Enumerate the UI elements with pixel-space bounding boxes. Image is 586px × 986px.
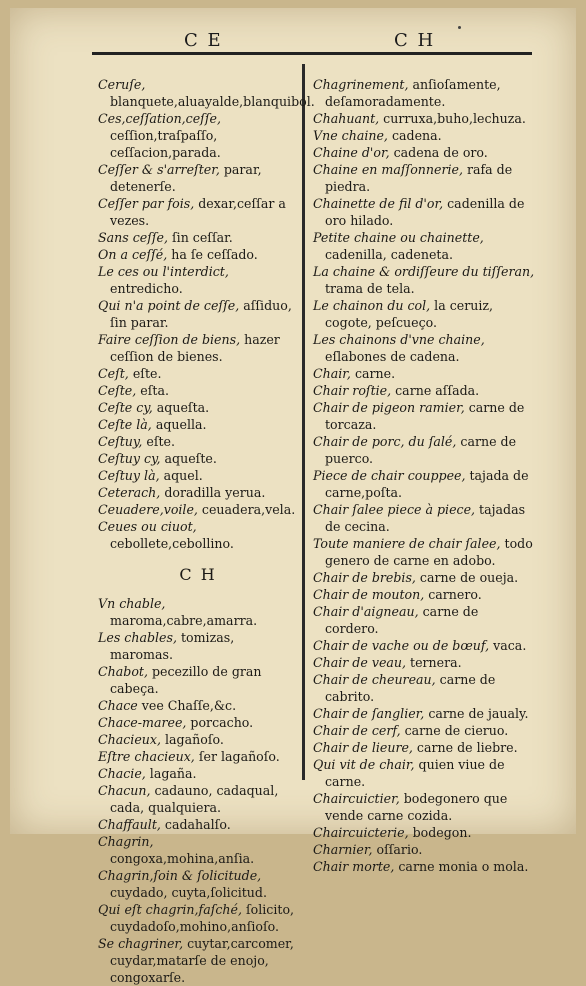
entry-translation: ceſſion,traſpaſſo, ceſſacion,parada.: [110, 128, 221, 160]
entry-headword: Chair de ſanglier,: [313, 706, 425, 721]
entry-headword: Chacie,: [98, 766, 146, 781]
dictionary-entry: [98, 263, 298, 297]
dictionary-entry: [98, 229, 298, 246]
entry-headword: Chair de porc, du ſalé,: [313, 434, 457, 449]
dictionary-entry: [98, 748, 298, 765]
dictionary-entry: [98, 365, 298, 382]
entry-translation: ternera.: [406, 655, 462, 670]
entry-headword: Chair d'aigneau,: [313, 604, 419, 619]
entry-headword: Ceſt,: [98, 366, 129, 381]
entry-headword: Chagrin,: [98, 834, 154, 849]
dictionary-entry: [313, 586, 535, 603]
dictionary-entry: [313, 161, 535, 195]
entry-translation: eſta.: [136, 383, 169, 398]
entry-headword: Petite chaine ou chainette,: [313, 230, 484, 245]
entry-headword: Ceues ou ciuot,: [98, 519, 197, 534]
entry-translation: cebollete,cebollino.: [110, 536, 234, 551]
entry-translation: cuydado, cuyta,ſolicitud.: [110, 885, 267, 900]
dictionary-entry: [98, 595, 298, 629]
dictionary-entry: [98, 629, 298, 663]
dictionary-entry: [313, 263, 535, 297]
entry-translation: tomizas, maromas.: [110, 630, 235, 662]
dictionary-entry: [98, 161, 298, 195]
entry-translation: carne de jaualy.: [424, 706, 529, 721]
dictionary-entry: [98, 467, 298, 484]
dictionary-entry: [313, 229, 535, 263]
entry-translation: lagañoſo.: [161, 732, 224, 747]
right-column: [313, 76, 535, 875]
dictionary-entry: [98, 382, 298, 399]
dictionary-entry: [98, 450, 298, 467]
dictionary-entry: [98, 714, 298, 731]
entry-translation: rafa de piedra.: [325, 162, 513, 194]
entry-headword: Piece de chair couppee,: [313, 468, 466, 483]
entry-translation: quien viue de carne.: [325, 757, 505, 789]
header-rule: [92, 52, 532, 55]
entry-headword: Ceſte cy,: [98, 400, 153, 415]
entry-translation: carne de oueja.: [415, 570, 519, 585]
entry-translation: hazer ceſſion de bienes.: [110, 332, 280, 364]
dictionary-entry: [313, 382, 535, 399]
entry-headword: Ceſſer & s'arreſter,: [98, 162, 220, 177]
dictionary-entry: [98, 297, 298, 331]
dictionary-entry: [98, 399, 298, 416]
section-title: C H: [179, 565, 217, 584]
entry-headword: Les chainons d'vne chaine,: [313, 332, 485, 347]
entry-translation: cadena.: [387, 128, 442, 143]
dictionary-entry: [313, 739, 535, 756]
entry-translation: carnero.: [424, 587, 482, 602]
entry-headword: Ceſte,: [98, 383, 137, 398]
entry-headword: Chainette de fil d'or,: [313, 196, 444, 211]
entry-translation: lagaña.: [145, 766, 197, 781]
entry-headword: Le ces ou l'interdict,: [98, 264, 229, 279]
entry-headword: Ceuadere,voile,: [98, 502, 198, 517]
entry-headword: La chaine & ordiſſeure du tiſſeran,: [313, 264, 535, 279]
entry-headword: Eſtre chacieux,: [98, 749, 195, 764]
dictionary-entry: [98, 816, 298, 833]
entry-headword: Chacun,: [98, 783, 151, 798]
dictionary-entry: [313, 705, 535, 722]
dictionary-entry: [313, 501, 535, 535]
entry-translation: carne de puerco.: [325, 434, 517, 466]
entry-headword: Chahuant,: [313, 111, 380, 126]
entry-translation: blanquete,aluayalde,blanquibol.: [110, 94, 315, 109]
entry-headword: Chair de mouton,: [313, 587, 425, 602]
entry-headword: Chair roſtie,: [313, 383, 392, 398]
ink-speck: [458, 26, 461, 29]
entry-translation: eſte.: [142, 434, 176, 449]
dictionary-entry: [313, 297, 535, 331]
entry-translation: pecezillo de gran cabeça.: [110, 664, 262, 696]
entry-translation: curruxa,buho,lechuza.: [379, 111, 526, 126]
dictionary-entry: [98, 697, 298, 714]
entry-translation: entredicho.: [110, 281, 183, 296]
entry-translation: ceuadera,vela.: [197, 502, 296, 517]
entry-headword: Sans ceſſe,: [98, 230, 168, 245]
dictionary-entry: [313, 824, 535, 841]
dictionary-entry: [98, 76, 315, 110]
entry-translation: eſlabones de cadena.: [325, 349, 460, 364]
entry-headword: Ceſtuy là,: [98, 468, 160, 483]
entry-translation: cuytar,carcomer, cuydar,matarſe de enojo, congoxarſe.: [110, 936, 294, 985]
entry-translation: ſolicito, cuydadoſo,mohino,anſioſo.: [110, 902, 295, 934]
entry-headword: Toute maniere de chair ſalee,: [313, 536, 501, 551]
dictionary-entry: [98, 901, 298, 935]
dictionary-entry: [313, 841, 535, 858]
dictionary-entry: [98, 484, 298, 501]
entry-translation: congoxa,mohina,anſia.: [110, 851, 255, 866]
entry-headword: Chair de cheureau,: [313, 672, 436, 687]
entry-headword: Chaine en maſſonnerie,: [313, 162, 463, 177]
dictionary-entry: [98, 331, 298, 365]
entry-translation: carne de liebre.: [412, 740, 518, 755]
dictionary-entry: [313, 467, 535, 501]
entry-translation: trama de tela.: [325, 281, 415, 296]
entry-translation: carne de torcaza.: [325, 400, 525, 432]
entry-headword: Chaine d'or,: [313, 145, 390, 160]
right-column-header: C H: [394, 30, 436, 51]
entry-translation: carne monia o mola.: [394, 859, 529, 874]
entry-headword: Chair de cerf,: [313, 723, 401, 738]
left-entries-ch: [98, 595, 298, 986]
entry-headword: Chaircuicterie,: [313, 825, 409, 840]
entry-headword: Qui eſt chagrin,faſché,: [98, 902, 242, 917]
entry-headword: Chair de veau,: [313, 655, 407, 670]
entry-translation: eſte.: [128, 366, 162, 381]
dictionary-entry: [98, 731, 298, 748]
entry-headword: Le chainon du col,: [313, 298, 431, 313]
dictionary-entry: [313, 331, 535, 365]
right-entries-ch: [313, 76, 535, 875]
entry-translation: carne de cieruo.: [400, 723, 509, 738]
dictionary-entry: [98, 518, 298, 552]
entry-translation: tajadas de cecina.: [325, 502, 526, 534]
entry-translation: vaca.: [489, 638, 527, 653]
dictionary-entry: [98, 765, 298, 782]
entry-translation: cadenilla de oro hilado.: [325, 196, 525, 228]
left-column-header: C E: [184, 30, 223, 51]
entry-translation: dexar,ceſſar a vezes.: [110, 196, 286, 228]
entry-headword: Chabot,: [98, 664, 148, 679]
entry-translation: cadauno, cadaqual, cada, qualquiera.: [110, 783, 279, 815]
dictionary-entry: [313, 399, 535, 433]
dictionary-entry: [313, 535, 535, 569]
dictionary-entry: [313, 144, 535, 161]
entry-translation: oſſario.: [372, 842, 423, 857]
dictionary-entry: [98, 782, 298, 816]
entry-headword: Chace: [98, 698, 138, 713]
entry-headword: Ceterach,: [98, 485, 161, 500]
dictionary-entry: [98, 246, 298, 263]
column-divider: [302, 64, 305, 780]
dictionary-entry: [313, 195, 535, 229]
left-entries-ce: [98, 76, 315, 552]
entry-headword: Ceſtuy cy,: [98, 451, 161, 466]
entry-translation: ha ſe ceſſado.: [167, 247, 258, 262]
entry-headword: Qui vit de chair,: [313, 757, 415, 772]
dictionary-page: [10, 8, 576, 985]
dictionary-entry: [313, 76, 535, 110]
entry-headword: Ces,ceſſation,ceſſe,: [98, 111, 221, 126]
dictionary-entry: [313, 858, 535, 875]
dictionary-entry: [98, 833, 298, 867]
entry-headword: Les chables,: [98, 630, 177, 645]
dictionary-entry: [98, 867, 298, 901]
entry-headword: Faire ceſſion de biens,: [98, 332, 241, 347]
entry-headword: On a ceſſé,: [98, 247, 168, 262]
entry-headword: Charnier,: [313, 842, 373, 857]
dictionary-entry: [313, 790, 535, 824]
entry-headword: Chair de pigeon ramier,: [313, 400, 465, 415]
entry-headword: Ceſtuy,: [98, 434, 143, 449]
entry-translation: carne de cordero.: [325, 604, 479, 636]
entry-translation: bodegonero que vende carne cozida.: [325, 791, 508, 823]
entry-headword: Ceruſe,: [98, 77, 146, 92]
entry-headword: Chair ſalee piece à piece,: [313, 502, 476, 517]
entry-translation: vee Chaſſe,&c.: [137, 698, 237, 713]
entry-translation: bodegon.: [408, 825, 472, 840]
left-column: [98, 76, 315, 986]
entry-translation: cadahalſo.: [160, 817, 231, 832]
entry-translation: carne aſſada.: [391, 383, 480, 398]
dictionary-entry: [313, 569, 535, 586]
dictionary-entry: [313, 110, 535, 127]
entry-headword: Qui n'a point de ceſſe,: [98, 298, 240, 313]
entry-translation: ſin ceſſar.: [168, 230, 233, 245]
entry-headword: Chair,: [313, 366, 351, 381]
entry-headword: Ceſſer par fois,: [98, 196, 195, 211]
entry-translation: parar, detenerſe.: [110, 162, 262, 194]
entry-headword: Chair de brebis,: [313, 570, 416, 585]
dictionary-entry: [313, 756, 535, 790]
dictionary-entry: [98, 501, 298, 518]
entry-translation: ſer lagañoſo.: [194, 749, 280, 764]
entry-translation: anſioſamente, deſamoradamente.: [325, 77, 501, 109]
entry-translation: aquel.: [159, 468, 203, 483]
entry-headword: Se chagriner,: [98, 936, 184, 951]
entry-headword: Chaircuictier,: [313, 791, 400, 806]
entry-translation: cadena de oro.: [389, 145, 488, 160]
dictionary-entry: [98, 935, 298, 986]
entry-translation: carne de cabrito.: [325, 672, 496, 704]
entry-headword: Chagrinement,: [313, 77, 409, 92]
entry-headword: Chair morte,: [313, 859, 395, 874]
dictionary-entry: [313, 365, 535, 382]
entry-headword: Chair de lieure,: [313, 740, 413, 755]
dictionary-entry: [313, 127, 535, 144]
entry-translation: porcacho.: [186, 715, 254, 730]
entry-translation: aqueſte.: [160, 451, 217, 466]
dictionary-entry: [98, 433, 298, 450]
entry-headword: Chacieux,: [98, 732, 162, 747]
dictionary-entry: [313, 433, 535, 467]
dictionary-entry: [98, 663, 298, 697]
entry-translation: cadenilla, cadeneta.: [325, 247, 453, 262]
entry-headword: Chair de vache ou de bœuf,: [313, 638, 490, 653]
entry-headword: Chace-maree,: [98, 715, 187, 730]
dictionary-entry: [98, 416, 298, 433]
entry-translation: aquella.: [151, 417, 207, 432]
entry-translation: tajada de carne,poſta.: [325, 468, 529, 500]
entry-translation: todo genero de carne en adobo.: [325, 536, 533, 568]
entry-translation: aqueſta.: [152, 400, 210, 415]
dictionary-entry: [313, 671, 535, 705]
entry-headword: Vn chable,: [98, 596, 166, 611]
entry-headword: Chaffault,: [98, 817, 161, 832]
dictionary-entry: [98, 110, 298, 161]
entry-headword: Ceſte là,: [98, 417, 152, 432]
dictionary-entry: [313, 722, 535, 739]
dictionary-entry: [313, 654, 535, 671]
dictionary-entry: [313, 637, 535, 654]
dictionary-entry: [98, 195, 298, 229]
entry-translation: aſſiduo, ſin parar.: [110, 298, 292, 330]
entry-headword: Vne chaine,: [313, 128, 388, 143]
dictionary-entry: [313, 603, 535, 637]
entry-headword: Chagrin,ſoin & ſolicitude,: [98, 868, 262, 883]
entry-translation: maroma,cabre,amarra.: [110, 613, 258, 628]
entry-translation: doradilla yerua.: [160, 485, 266, 500]
entry-translation: la ceruiz, cogote, peſcueço.: [325, 298, 494, 330]
entry-translation: carne.: [350, 366, 396, 381]
